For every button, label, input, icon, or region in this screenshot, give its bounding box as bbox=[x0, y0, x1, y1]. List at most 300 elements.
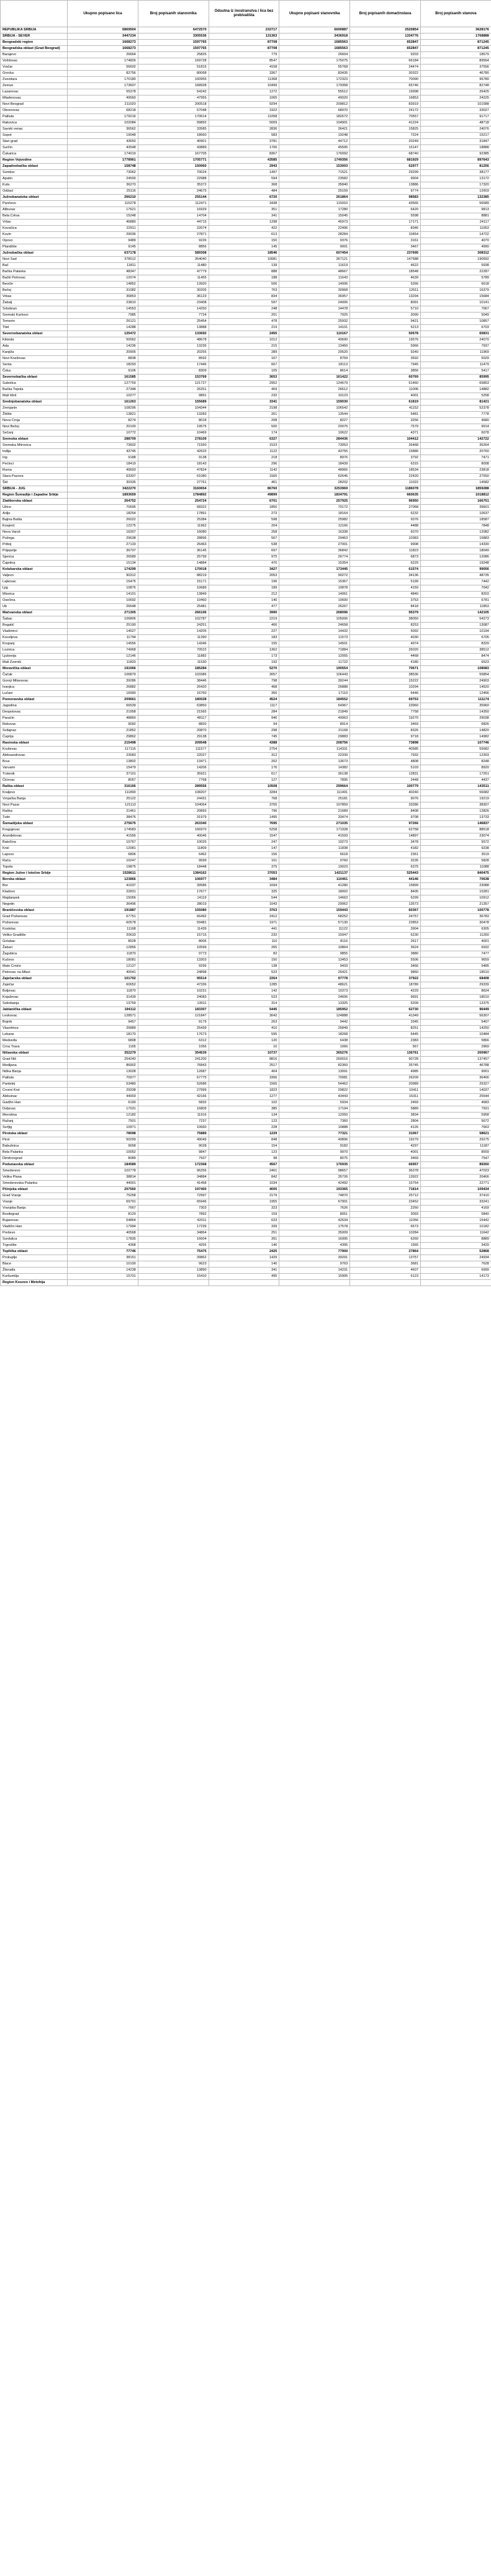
header-territory bbox=[1, 1, 68, 27]
cell-dwellings: 18587 bbox=[420, 517, 491, 523]
cell-absent-persons: 375 bbox=[209, 864, 279, 871]
cell-dwellings: 8474 bbox=[420, 654, 491, 660]
cell-total-persons: 73062 bbox=[68, 170, 138, 176]
cell-territory: Bela Palanka bbox=[1, 1150, 68, 1156]
cell-total-persons: 29036 bbox=[68, 232, 138, 238]
cell-population: 13303 bbox=[138, 957, 209, 964]
cell-total-residents: 105006 bbox=[279, 616, 350, 623]
cell-territory: Užice bbox=[1, 505, 68, 511]
cell-households: 9421 bbox=[350, 319, 421, 325]
cell-dwellings: 5485 bbox=[420, 964, 491, 970]
cell-population: 278109 bbox=[138, 437, 209, 443]
cell-absent-persons: 273 bbox=[209, 511, 279, 517]
table-row bbox=[1, 920, 491, 926]
cell-households: 8091 bbox=[350, 300, 421, 306]
cell-households: 62730 bbox=[350, 1007, 421, 1013]
cell-territory: Severnobačka oblast bbox=[1, 375, 68, 381]
cell-dwellings: 5029 bbox=[420, 356, 491, 362]
cell-territory: Sjenica bbox=[1, 554, 68, 561]
cell-total-residents: 29463 bbox=[279, 536, 350, 542]
cell-territory: Sremski Karlovci bbox=[1, 313, 68, 319]
cell-absent-persons: 232 bbox=[209, 393, 279, 399]
cell-dwellings: 27550 bbox=[420, 474, 491, 480]
cell-total-residents: 67901 bbox=[279, 1199, 350, 1206]
cell-population: 14884 bbox=[138, 561, 209, 567]
cell-total-residents: 284436 bbox=[279, 437, 350, 443]
cell-total-persons: 50062 bbox=[68, 337, 138, 344]
cell-total-residents: 21849 bbox=[279, 709, 350, 716]
cell-territory: Surdulica bbox=[1, 1237, 68, 1243]
cell-population: 14704 bbox=[138, 213, 209, 220]
cell-territory: Knić bbox=[1, 846, 68, 852]
cell-absent-persons: 3042 bbox=[209, 1013, 279, 1019]
header-dwellings: Broj popisanih stanova bbox=[420, 1, 491, 27]
cell-dwellings: 5258 bbox=[420, 393, 491, 399]
cell-population: 65946 bbox=[138, 1199, 209, 1206]
table-row bbox=[1, 1150, 491, 1156]
table-row bbox=[1, 213, 491, 220]
cell-absent-persons: 350 bbox=[209, 691, 279, 697]
table-row bbox=[1, 158, 491, 164]
cell-population: 255144 bbox=[138, 195, 209, 201]
cell-absent-persons: 5270 bbox=[209, 666, 279, 672]
table-row bbox=[1, 102, 491, 108]
cell-total-residents: 64967 bbox=[279, 703, 350, 709]
cell-population: 11390 bbox=[138, 635, 209, 641]
cell-population: 8006 bbox=[138, 939, 209, 945]
cell-absent-persons: 174 bbox=[209, 430, 279, 437]
table-row bbox=[1, 722, 491, 728]
table-row bbox=[1, 908, 491, 914]
cell-total-residents: 12050 bbox=[279, 1113, 350, 1119]
cell-households: 15222 bbox=[350, 678, 421, 685]
cell-dwellings: 22771 bbox=[420, 1181, 491, 1187]
table-row bbox=[1, 350, 491, 356]
cell-total-persons: 38151 bbox=[68, 1255, 138, 1261]
table-row bbox=[1, 784, 491, 790]
cell-total-residents: 90272 bbox=[279, 573, 350, 579]
cell-absent-persons: 2198 bbox=[209, 406, 279, 412]
table-row bbox=[1, 275, 491, 282]
cell-dwellings: 1768888 bbox=[420, 33, 491, 40]
table-row bbox=[1, 523, 491, 530]
cell-total-persons: 19048 bbox=[68, 133, 138, 139]
cell-total-persons: 70977 bbox=[68, 1075, 138, 1081]
cell-total-persons: 14527 bbox=[68, 629, 138, 635]
cell-population: 9599 bbox=[138, 858, 209, 864]
cell-absent-persons: 5258 bbox=[209, 827, 279, 833]
cell-total-residents: 107859 bbox=[279, 802, 350, 809]
cell-territory: Novi Beograd bbox=[1, 102, 68, 108]
table-row bbox=[1, 1249, 491, 1255]
cell-total-residents: 8914 bbox=[279, 722, 350, 728]
table-row bbox=[1, 753, 491, 759]
table-row bbox=[1, 486, 491, 492]
cell-territory: Vladimirci bbox=[1, 629, 68, 635]
cell-households: 10411 bbox=[350, 1088, 421, 1094]
cell-total-persons: 78098 bbox=[68, 1131, 138, 1137]
cell-absent-persons: 478 bbox=[209, 319, 279, 325]
cell-total-residents: 115910 bbox=[279, 201, 350, 207]
cell-absent-persons: 201 bbox=[209, 313, 279, 319]
cell-population: 25481 bbox=[138, 604, 209, 610]
cell-total-persons: 161585 bbox=[68, 375, 138, 381]
cell-population: 200518 bbox=[138, 102, 209, 108]
cell-households: 13294 bbox=[350, 294, 421, 300]
cell-territory: Grad Vranje bbox=[1, 1193, 68, 1199]
table-row bbox=[1, 1081, 491, 1088]
table-row bbox=[1, 189, 491, 195]
cell-territory: Ub bbox=[1, 604, 68, 610]
cell-total-residents: 159443 bbox=[279, 908, 350, 914]
cell-total-persons: 36496 bbox=[68, 902, 138, 908]
table-row bbox=[1, 1044, 491, 1050]
cell-population: 17677 bbox=[138, 889, 209, 895]
cell-dwellings: 14882 bbox=[420, 387, 491, 393]
cell-population: 185284 bbox=[138, 666, 209, 672]
cell-total-persons: 108296 bbox=[68, 406, 138, 412]
cell-territory: Bač bbox=[1, 263, 68, 269]
cell-dwellings: 10484 bbox=[420, 1032, 491, 1038]
cell-population: 1056 bbox=[138, 1044, 209, 1050]
cell-absent-persons: 779 bbox=[209, 52, 279, 58]
cell-absent-persons: 3427 bbox=[209, 567, 279, 573]
cell-total-persons: 60578 bbox=[68, 920, 138, 926]
cell-dwellings: 15281 bbox=[420, 889, 491, 895]
table-row bbox=[1, 1088, 491, 1094]
cell-total-residents: 13453 bbox=[279, 957, 350, 964]
cell-absent-persons: 2412 bbox=[209, 914, 279, 920]
cell-dwellings: 14722 bbox=[420, 232, 491, 238]
cell-households: 16311 bbox=[350, 1094, 421, 1100]
cell-total-residents: 16995 bbox=[279, 1237, 350, 1243]
cell-total-persons: 12275 bbox=[68, 523, 138, 530]
cell-households: 22853 bbox=[350, 920, 421, 926]
cell-total-persons: 13028 bbox=[68, 1069, 138, 1075]
cell-total-residents: 7360 bbox=[279, 1119, 350, 1125]
table-row bbox=[1, 846, 491, 852]
cell-households: 6573 bbox=[350, 1224, 421, 1230]
cell-total-persons: 66539 bbox=[68, 703, 138, 709]
cell-total-persons: 26121 bbox=[68, 319, 138, 325]
cell-population: 9773 bbox=[138, 951, 209, 957]
table-row bbox=[1, 511, 491, 517]
cell-dwellings: 96449 bbox=[420, 1007, 491, 1013]
cell-dwellings: 871245 bbox=[420, 46, 491, 52]
cell-territory: Vlasotince bbox=[1, 1026, 68, 1032]
cell-territory: Zlatiborska oblast bbox=[1, 499, 68, 505]
cell-territory: Knjaževac bbox=[1, 995, 68, 1001]
cell-territory: Ljig bbox=[1, 585, 68, 592]
cell-population: 23408 bbox=[138, 300, 209, 306]
cell-total-residents: 11643 bbox=[279, 275, 350, 282]
cell-households: 2804 bbox=[350, 1119, 421, 1125]
table-row bbox=[1, 1237, 491, 1243]
table-row bbox=[1, 678, 491, 685]
cell-absent-persons: 2754 bbox=[209, 747, 279, 753]
cell-absent-persons: 3367 bbox=[209, 71, 279, 77]
cell-households: 11006 bbox=[350, 387, 421, 393]
cell-territory: Pomoravska oblast bbox=[1, 697, 68, 703]
cell-households: 19576 bbox=[350, 337, 421, 344]
cell-households: 5103 bbox=[350, 765, 421, 771]
cell-households: 24172 bbox=[350, 108, 421, 114]
cell-households: 3792 bbox=[350, 455, 421, 461]
cell-dwellings: 7442 bbox=[420, 579, 491, 585]
cell-total-residents: 77321 bbox=[279, 1131, 350, 1137]
cell-population: 11530 bbox=[138, 660, 209, 666]
cell-total-persons: 74968 bbox=[68, 647, 138, 654]
cell-population: 11916 bbox=[138, 1113, 209, 1119]
cell-absent-persons: 461 bbox=[209, 480, 279, 486]
table-row bbox=[1, 151, 491, 158]
cell-households: 9240 bbox=[350, 350, 421, 356]
cell-total-persons: 127759 bbox=[68, 381, 138, 387]
cell-absent-persons: 4524 bbox=[209, 697, 279, 703]
cell-dwellings: 18510 bbox=[420, 970, 491, 976]
cell-territory: Gornji Milanovac bbox=[1, 678, 68, 685]
cell-territory: Vladičin Han bbox=[1, 1224, 68, 1230]
cell-dwellings: 17320 bbox=[420, 182, 491, 189]
cell-total-residents: 11619 bbox=[279, 263, 350, 269]
cell-territory: Kosjerić bbox=[1, 523, 68, 530]
cell-population: 180028 bbox=[138, 697, 209, 703]
cell-absent-persons: 2264 bbox=[209, 976, 279, 982]
cell-total-residents: 159030 bbox=[279, 399, 350, 406]
cell-population: 75889 bbox=[138, 1131, 209, 1137]
cell-territory: Loznica bbox=[1, 647, 68, 654]
cell-total-residents: 18439 bbox=[279, 461, 350, 468]
cell-total-persons: 29862 bbox=[68, 734, 138, 740]
cell-total-residents: 176092 bbox=[279, 151, 350, 158]
cell-dwellings: 54273 bbox=[420, 616, 491, 623]
cell-territory: Rekovac bbox=[1, 722, 68, 728]
cell-total-persons: 40041 bbox=[68, 970, 138, 976]
cell-total-residents: 45973 bbox=[279, 220, 350, 226]
cell-households: 70671 bbox=[350, 666, 421, 672]
cell-dwellings: 25327 bbox=[420, 1081, 491, 1088]
cell-households: 96950 bbox=[350, 499, 421, 505]
cell-territory: Kuršumlija bbox=[1, 1274, 68, 1280]
table-row bbox=[1, 802, 491, 809]
cell-total-residents: 28202 bbox=[279, 480, 350, 486]
cell-dwellings: 23088 bbox=[420, 883, 491, 889]
cell-households: 104412 bbox=[350, 437, 421, 443]
cell-territory: Medijana bbox=[1, 1063, 68, 1069]
table-row bbox=[1, 1113, 491, 1119]
cell-total-residents: 10864 bbox=[279, 945, 350, 951]
table-row bbox=[1, 1193, 491, 1199]
cell-territory: Ljubovija bbox=[1, 654, 68, 660]
cell-dwellings: 4437 bbox=[420, 778, 491, 784]
cell-total-residents: 29883 bbox=[279, 734, 350, 740]
cell-absent-persons: 87708 bbox=[209, 46, 279, 52]
cell-territory: Region Vojvodine bbox=[1, 158, 68, 164]
cell-population: 39586 bbox=[138, 883, 209, 889]
cell-absent-persons: 6701 bbox=[209, 499, 279, 505]
cell-households: 3478 bbox=[350, 840, 421, 846]
cell-total-residents: 1685563 bbox=[279, 40, 350, 46]
cell-territory: Majdanpek bbox=[1, 895, 68, 902]
cell-total-residents: 172323 bbox=[279, 77, 350, 83]
cell-population: 13471 bbox=[138, 759, 209, 765]
cell-total-residents: 1685563 bbox=[279, 46, 350, 52]
cell-dwellings: 52868 bbox=[420, 1249, 491, 1255]
table-row bbox=[1, 1274, 491, 1280]
cell-total-residents: 185952 bbox=[279, 1007, 350, 1013]
cell-population: 88219 bbox=[138, 573, 209, 579]
cell-total-persons: 25122 bbox=[68, 796, 138, 802]
cell-households: 70557 bbox=[350, 114, 421, 120]
cell-territory: Voždovac bbox=[1, 58, 68, 64]
cell-total-residents: 21689 bbox=[279, 809, 350, 815]
cell-dwellings: 13733 bbox=[420, 815, 491, 821]
table-row bbox=[1, 951, 491, 957]
cell-total-residents: 365276 bbox=[279, 1050, 350, 1057]
cell-dwellings: 8329 bbox=[420, 641, 491, 647]
cell-households: 18789 bbox=[350, 982, 421, 988]
table-row bbox=[1, 902, 491, 908]
cell-dwellings: 91717 bbox=[420, 114, 491, 120]
cell-households: 11823 bbox=[350, 548, 421, 554]
cell-households: 2448 bbox=[350, 778, 421, 784]
cell-households: 7224 bbox=[350, 133, 421, 139]
cell-total-residents: 45595 bbox=[279, 145, 350, 151]
cell-total-residents: 14006 bbox=[279, 282, 350, 288]
cell-households: 4808 bbox=[350, 759, 421, 765]
cell-households: 4001 bbox=[350, 1150, 421, 1156]
cell-total-persons: 11811 bbox=[68, 263, 138, 269]
cell-total-persons: 25889 bbox=[68, 1026, 138, 1032]
cell-total-residents: 9760 bbox=[279, 858, 350, 864]
cell-total-persons: 24500 bbox=[68, 176, 138, 182]
cell-total-persons: 44001 bbox=[68, 1181, 138, 1187]
cell-population: 40046 bbox=[138, 833, 209, 840]
cell-dwellings: 31847 bbox=[420, 139, 491, 145]
cell-total-residents: 15045 bbox=[279, 213, 350, 220]
cell-households: 3467 bbox=[350, 244, 421, 251]
cell-households: 50578 bbox=[350, 331, 421, 337]
cell-households: 34136 bbox=[350, 573, 421, 579]
table-row bbox=[1, 244, 491, 251]
cell-absent-persons: 105 bbox=[209, 368, 279, 375]
cell-territory: Kladovo bbox=[1, 889, 68, 895]
cell-households: 66957 bbox=[350, 1162, 421, 1168]
cell-dwellings: 5866 bbox=[420, 1038, 491, 1044]
cell-households: 62758 bbox=[350, 827, 421, 833]
cell-households: 3469 bbox=[350, 722, 421, 728]
cell-territory: Aranđelovac bbox=[1, 833, 68, 840]
cell-absent-persons: 4567 bbox=[209, 1162, 279, 1168]
cell-absent-persons: 848 bbox=[209, 1137, 279, 1144]
cell-absent-persons: 154 bbox=[209, 1144, 279, 1150]
cell-population: 16929 bbox=[138, 207, 209, 213]
cell-households: 15147 bbox=[350, 145, 421, 151]
cell-total-residents: 15947 bbox=[279, 933, 350, 939]
table-row bbox=[1, 120, 491, 127]
cell-total-residents: 14432 bbox=[279, 629, 350, 635]
cell-total-persons: 11820 bbox=[68, 660, 138, 666]
cell-total-persons: 15248 bbox=[68, 213, 138, 220]
cell-absent-persons: 470 bbox=[209, 561, 279, 567]
cell-absent-persons: 339 bbox=[209, 1224, 279, 1230]
cell-total-residents: 44712 bbox=[279, 139, 350, 145]
table-row bbox=[1, 201, 491, 207]
table-row bbox=[1, 64, 491, 71]
cell-total-persons: 14236 bbox=[68, 344, 138, 350]
cell-households: 8346 bbox=[350, 226, 421, 232]
cell-households: 8418 bbox=[350, 604, 421, 610]
cell-territory: Sokobanja bbox=[1, 1001, 68, 1007]
cell-population: 29138 bbox=[138, 734, 209, 740]
cell-total-persons: 378012 bbox=[68, 257, 138, 263]
cell-absent-persons: 98 bbox=[209, 1156, 279, 1162]
cell-total-residents: 97778 bbox=[279, 976, 350, 982]
cell-households: 4297 bbox=[350, 1144, 421, 1150]
cell-dwellings bbox=[420, 1280, 491, 1286]
cell-territory: Bor bbox=[1, 883, 68, 889]
cell-total-residents: 10622 bbox=[279, 430, 350, 437]
cell-population: 8856 bbox=[138, 244, 209, 251]
cell-households: 2520854 bbox=[350, 27, 421, 33]
cell-households: 3235 bbox=[350, 858, 421, 864]
cell-dwellings: 5958 bbox=[420, 1113, 491, 1119]
cell-absent-persons: 3341 bbox=[209, 399, 279, 406]
cell-households: 10294 bbox=[350, 685, 421, 691]
cell-dwellings: 30478 bbox=[420, 920, 491, 926]
cell-total-residents: 161422 bbox=[279, 375, 350, 381]
cell-total-persons: 17031 bbox=[68, 1106, 138, 1113]
cell-population: 10660 bbox=[138, 1125, 209, 1131]
cell-households: 5199 bbox=[350, 579, 421, 585]
cell-dwellings: 12086 bbox=[420, 554, 491, 561]
cell-total-persons: 29338 bbox=[68, 1088, 138, 1094]
table-row bbox=[1, 33, 491, 40]
cell-households: 60367 bbox=[350, 908, 421, 914]
cell-total-residents: 11573 bbox=[279, 635, 350, 641]
cell-absent-persons: 102 bbox=[209, 1100, 279, 1106]
cell-households: 9774 bbox=[350, 189, 421, 195]
cell-total-residents: 17280 bbox=[279, 207, 350, 213]
cell-total-persons: 44003 bbox=[68, 1094, 138, 1100]
cell-population: 11439 bbox=[138, 926, 209, 933]
cell-total-persons: 106806 bbox=[68, 616, 138, 623]
cell-population: 209548 bbox=[138, 740, 209, 747]
cell-dwellings: 65831 bbox=[420, 331, 491, 337]
cell-total-residents: 18268 bbox=[279, 1032, 350, 1038]
cell-households: 4840 bbox=[350, 592, 421, 598]
cell-total-persons: 254240 bbox=[68, 1057, 138, 1063]
cell-population: 266106 bbox=[138, 610, 209, 616]
cell-absent-persons: 763 bbox=[209, 288, 279, 294]
cell-households: 30322 bbox=[350, 71, 421, 77]
cell-dwellings: 11642 bbox=[420, 1230, 491, 1237]
cell-territory: Dimitrovgrad bbox=[1, 1156, 68, 1162]
cell-territory: Čukarica bbox=[1, 151, 68, 158]
cell-dwellings: 4001 bbox=[420, 939, 491, 945]
cell-total-persons: 14553 bbox=[68, 306, 138, 313]
cell-total-residents: 18113 bbox=[279, 362, 350, 368]
cell-total-residents: 6438 bbox=[279, 1038, 350, 1044]
cell-territory: Rača bbox=[1, 858, 68, 864]
table-row bbox=[1, 492, 491, 499]
cell-absent-persons: 1012 bbox=[209, 337, 279, 344]
cell-territory: Preševo bbox=[1, 1230, 68, 1237]
cell-absent-persons: 43585 bbox=[209, 158, 279, 164]
cell-total-persons: 13759 bbox=[68, 1001, 138, 1007]
table-row bbox=[1, 313, 491, 319]
table-row bbox=[1, 691, 491, 697]
